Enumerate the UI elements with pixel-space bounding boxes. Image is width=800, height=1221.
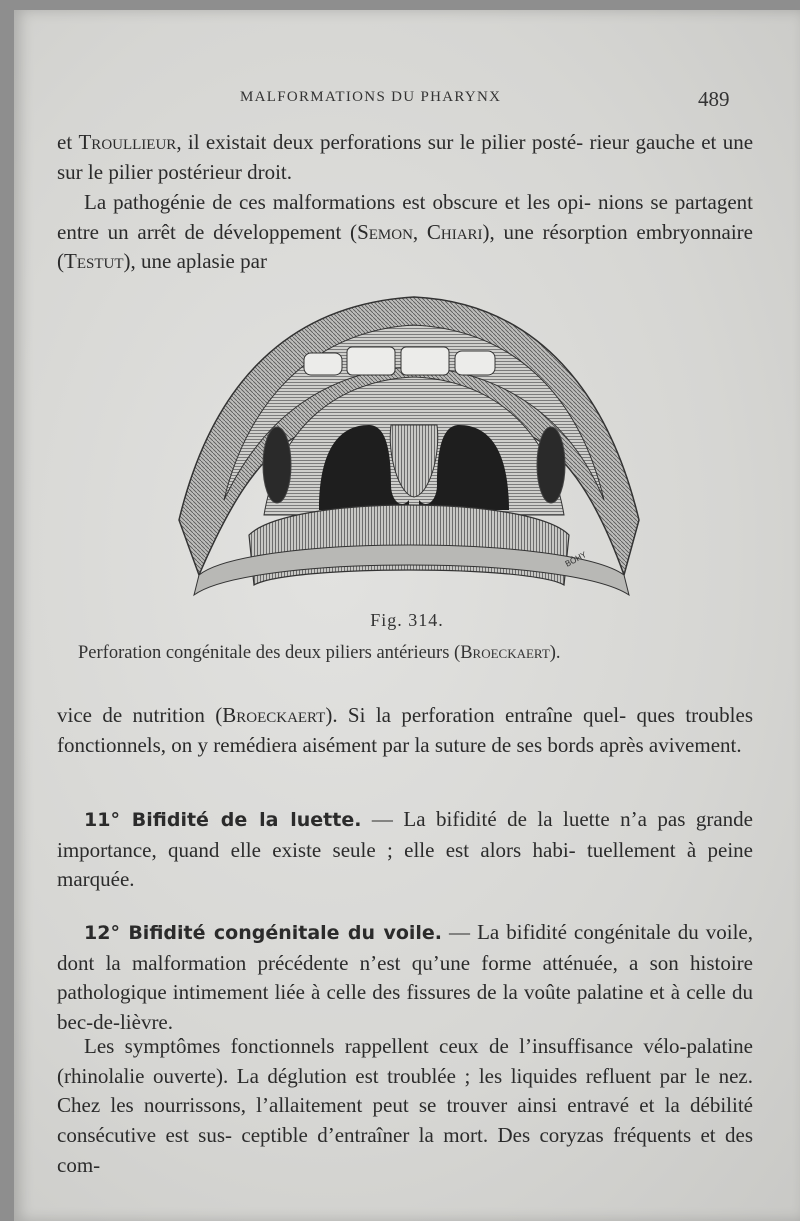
text-fragment: , — [412, 219, 427, 244]
text-fragment: La bifidité de la luette n’a pas grande importance, quand elle existe seule ; elle est alors habi- tuellement à peine marquée. — [57, 807, 753, 892]
figure-caption — [78, 643, 561, 664]
paragraph-symptomes: Les symptômes fonctionnels rappellent ceux de l’insuffisance vélo-palatine (rhinolalie ouverte). La déglution est troublée ; les liquides refluent par le nez. Chez les nourrissons, l’allaitement peut se trouver ainsi entravé et la débilité consécutive est sus- ceptible d’entraîner la mort. Des coryzas fréquents et des com- — [57, 1034, 753, 1177]
author-name: Broeckaert — [222, 703, 326, 727]
section-heading: 12° Bifidité congénitale du voile. — [84, 922, 443, 944]
paragraph-pathogenie — [57, 188, 753, 277]
running-title: MALFORMATIONS DU PHARYNX — [240, 89, 502, 105]
text-fragment: — — [442, 920, 478, 944]
paragraph-nutrition — [57, 701, 753, 760]
book-page — [14, 10, 800, 1221]
text-fragment: et — [57, 130, 79, 154]
text-fragment: La bifidité congénitale du voile, dont la malformation précédente n’est qu’une forme atténuée, a son histoire pathologique intimement liée à celle des fissures de la voûte palatine et à celle du bec-de-lièvre. — [57, 920, 753, 1035]
author-name: Broeckaert — [460, 643, 550, 663]
text-fragment: ). Si la perforation entraîne quel- ques troubles fonctionnels, on y remédiera aisément par la suture de ses bords après avivement. — [57, 703, 754, 757]
text-fragment: Perforation congénitale des deux piliers antérieurs ( — [78, 643, 461, 663]
text-fragment: — — [361, 807, 404, 831]
paragraph-continuation — [57, 128, 753, 187]
text-fragment: La pathogénie de ces malformations est obscure et les opi- nions se partagent entre un arrêt de développement ( — [57, 190, 753, 244]
section-heading: 11° Bifidité de la luette. — [84, 809, 362, 831]
section-12 — [57, 918, 753, 1038]
engraver-signature: BÖHY — [563, 550, 588, 569]
author-name: Semon — [357, 219, 413, 244]
page-number: 489 — [698, 87, 730, 111]
author-name: Chiari — [426, 219, 483, 244]
figure-314-engraving — [169, 285, 649, 615]
text-fragment: ), une aplasie par — [123, 249, 267, 274]
text-fragment: ). — [549, 643, 561, 663]
running-head — [14, 89, 800, 111]
author-name: Troullieur — [78, 130, 177, 154]
mouth-illustration — [169, 285, 649, 615]
text-fragment: ), une résorption embryonnaire ( — [57, 219, 753, 274]
text-fragment: , il existait deux perforations sur le pilier posté- — [176, 130, 584, 154]
figure-label: Fig. 314. — [370, 610, 444, 630]
text-fragment: vice de nutrition ( — [57, 703, 223, 727]
author-name: Testut — [64, 249, 124, 274]
section-11 — [57, 805, 753, 895]
text-fragment: rieur gauche et une sur le pilier postérieur droit. — [57, 130, 754, 184]
